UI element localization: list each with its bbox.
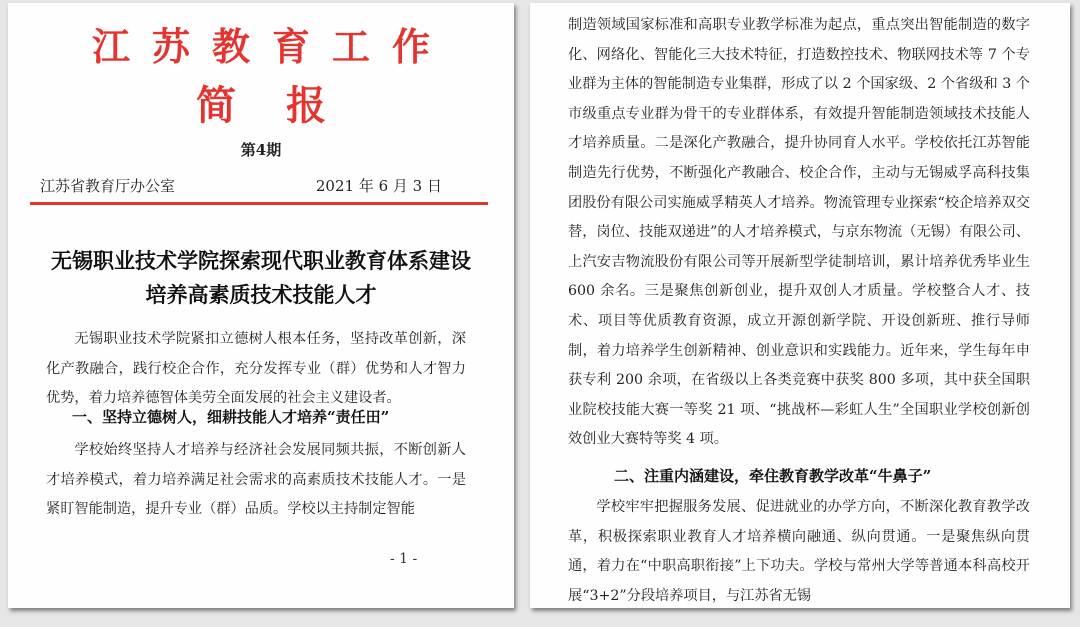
headline-line-1: 无锡职业技术学院探索现代职业教育体系建设 (51, 248, 471, 273)
issue-number: 第4期 (240, 141, 282, 159)
document-page-1 (8, 3, 514, 608)
document-page-2 (530, 3, 1070, 608)
section-1-paragraph: 学校始终坚持人才培养与经济社会发展同频共振，不断创新人才培养模式，着力培养满足社会需求的高素质技术技能人才。一是紧盯智能制造，提升专业（群）品质。学校以主持制定智能 (46, 442, 466, 517)
masthead-title: 江苏教育工作 (91, 24, 452, 69)
section-heading-2: 二、注重内涵建设，牵住教育教学改革“牛鼻子” (614, 467, 932, 485)
section-2-paragraph: 学校牢牢把握服务发展、促进就业的办学方向，不断深化教育教学改革，积极探索职业教育人才培养横向融通、纵向贯通。一是聚焦纵向贯通，着力在“中职高职衔接”上下功夫。学校与常州大学等普通本科高校开展“3+2”分段培养项目，与江苏省无锡 (568, 499, 1030, 604)
masthead-subtitle: 简报 (196, 82, 376, 129)
issuing-office: 江苏省教育厅办公室 (40, 177, 176, 195)
continued-paragraph: 制造领域国家标准和高职专业教学标准为起点，重点突出智能制造的数字化、网络化、智能化三大技术特征，打造数控技术、物联网技术等 7 个专业群为主体的智能制造专业集群，形成了以 2 个国家级、2 个省级和 3 个市级重点专业群为骨干的专业群体系，有效提升智能制造领域技术技能人才培养质量。二是深化产教融合，提升协同育人水平。学校依托江苏智能制造先行优势，不断强化产教融合、校企合作，主动与无锡威孚高科技集团股份有限公司实施威孚精英人才培养。物流管理专业探索“校企培养双交替，岗位、技能双递进”的人才培养模式，与京东物流（无锡）有限公司、上汽安吉物流股份有限公司等开展新型学徒制培训，累计培养优秀毕业生 600 余名。三是聚焦创新创业，提升双创人才质量。学校整合人才、技术、项目等优质教育资源，成立开源创新学院、开设创新班、推行导师制，着力培养学生创新精神、创业意识和实践能力。近年来，学生每年申获专利 200 余项，在省级以上各类竞赛中获奖 800 多项，其中获全国职业院校技能大赛一等奖 21 项、“挑战杯—彩虹人生”全国职业学校创新创效创业大赛特等奖 4 项。 (568, 17, 1030, 448)
issue-date: 2021 年 6 月 3 日 (315, 177, 442, 195)
headline-line-2: 培养高素质技术技能人才 (145, 282, 377, 307)
intro-paragraph: 无锡职业技术学院紧扣立德树人根本任务，坚持改革创新，深化产教融合，践行校企合作，充分发挥专业（群）优势和人才智力优势，着力培养德智体美劳全面发展的社会主义建设者。 (46, 331, 466, 406)
page-number: - 1 - (390, 551, 418, 567)
section-heading-1: 一、坚持立德树人，细耕技能人才培养“责任田” (72, 408, 390, 426)
red-divider (30, 202, 488, 205)
